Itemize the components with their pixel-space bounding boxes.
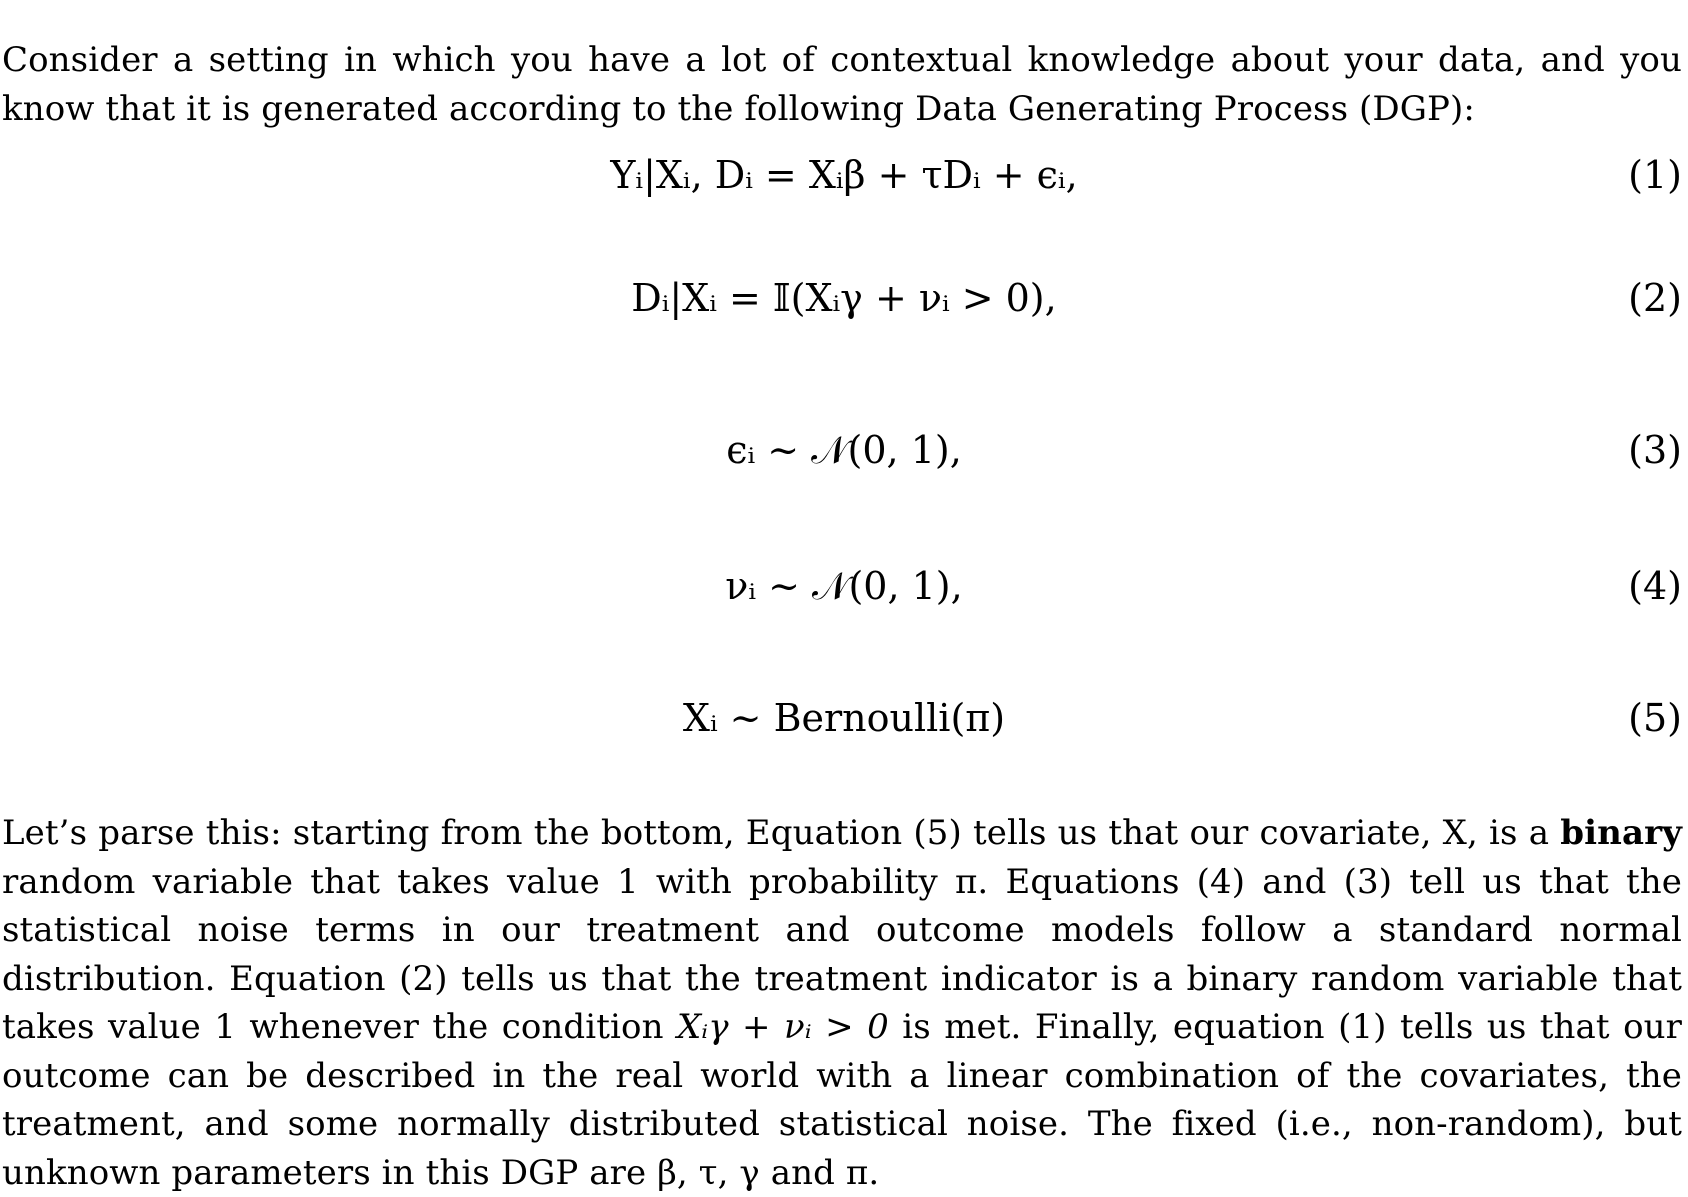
equation-1-expression: Yᵢ|Xᵢ, Dᵢ = Xᵢβ + τDᵢ + ϵᵢ,: [610, 153, 1078, 197]
equation-4-expression: νᵢ ~ 𝒩(0, 1),: [725, 564, 963, 608]
equation-5-number: (5): [1628, 696, 1682, 740]
equation-3-number: (3): [1628, 428, 1682, 472]
inline-condition-math: Xᵢγ + νᵢ > 0: [676, 1007, 889, 1047]
explanation-paragraph: [2, 809, 1682, 1197]
explanation-part-1: Let’s parse this: starting from the bottom, Equation (5) tells us that our covariate, X, is a: [2, 813, 1561, 853]
equation-3: [0, 420, 1688, 480]
equation-1: [0, 145, 1688, 205]
equation-1-number: (1): [1628, 153, 1682, 197]
equation-4: [0, 556, 1688, 616]
equation-2-expression: Dᵢ|Xᵢ = 𝕀(Xᵢγ + νᵢ > 0),: [631, 276, 1057, 320]
emphasis-binary: binary: [1560, 813, 1682, 853]
equation-5-expression: Xᵢ ~ Bernoulli(π): [682, 696, 1006, 740]
equation-2: [0, 268, 1688, 328]
equation-2-number: (2): [1628, 276, 1682, 320]
explanation-part-3: is met. Finally, equation (1) tells us that our outcome can be described in the real world with a linear combination of the covariates, the treatment, and some normally distributed statistical noise. The fixed (i.e., non-random), but unknown parameters in this DGP are β, τ, γ and π.: [2, 1007, 1682, 1193]
intro-paragraph: Consider a setting in which you have a lot of contextual knowledge about your data, and you know that it is generated according to the following Data Generating Process (DGP):: [2, 40, 1682, 129]
equation-5: [0, 688, 1688, 748]
equation-4-number: (4): [1628, 564, 1682, 608]
explanation-part-2: random variable that takes value 1 with probability π. Equations (4) and (3) tell us that the statistical noise terms in our treatment and outcome models follow a standard normal distribution. Equation (2) tells us that the treatment indicator is a binary random variable that takes value 1 whenever the condition: [2, 861, 1682, 1047]
equation-3-expression: ϵᵢ ~ 𝒩(0, 1),: [726, 428, 962, 472]
